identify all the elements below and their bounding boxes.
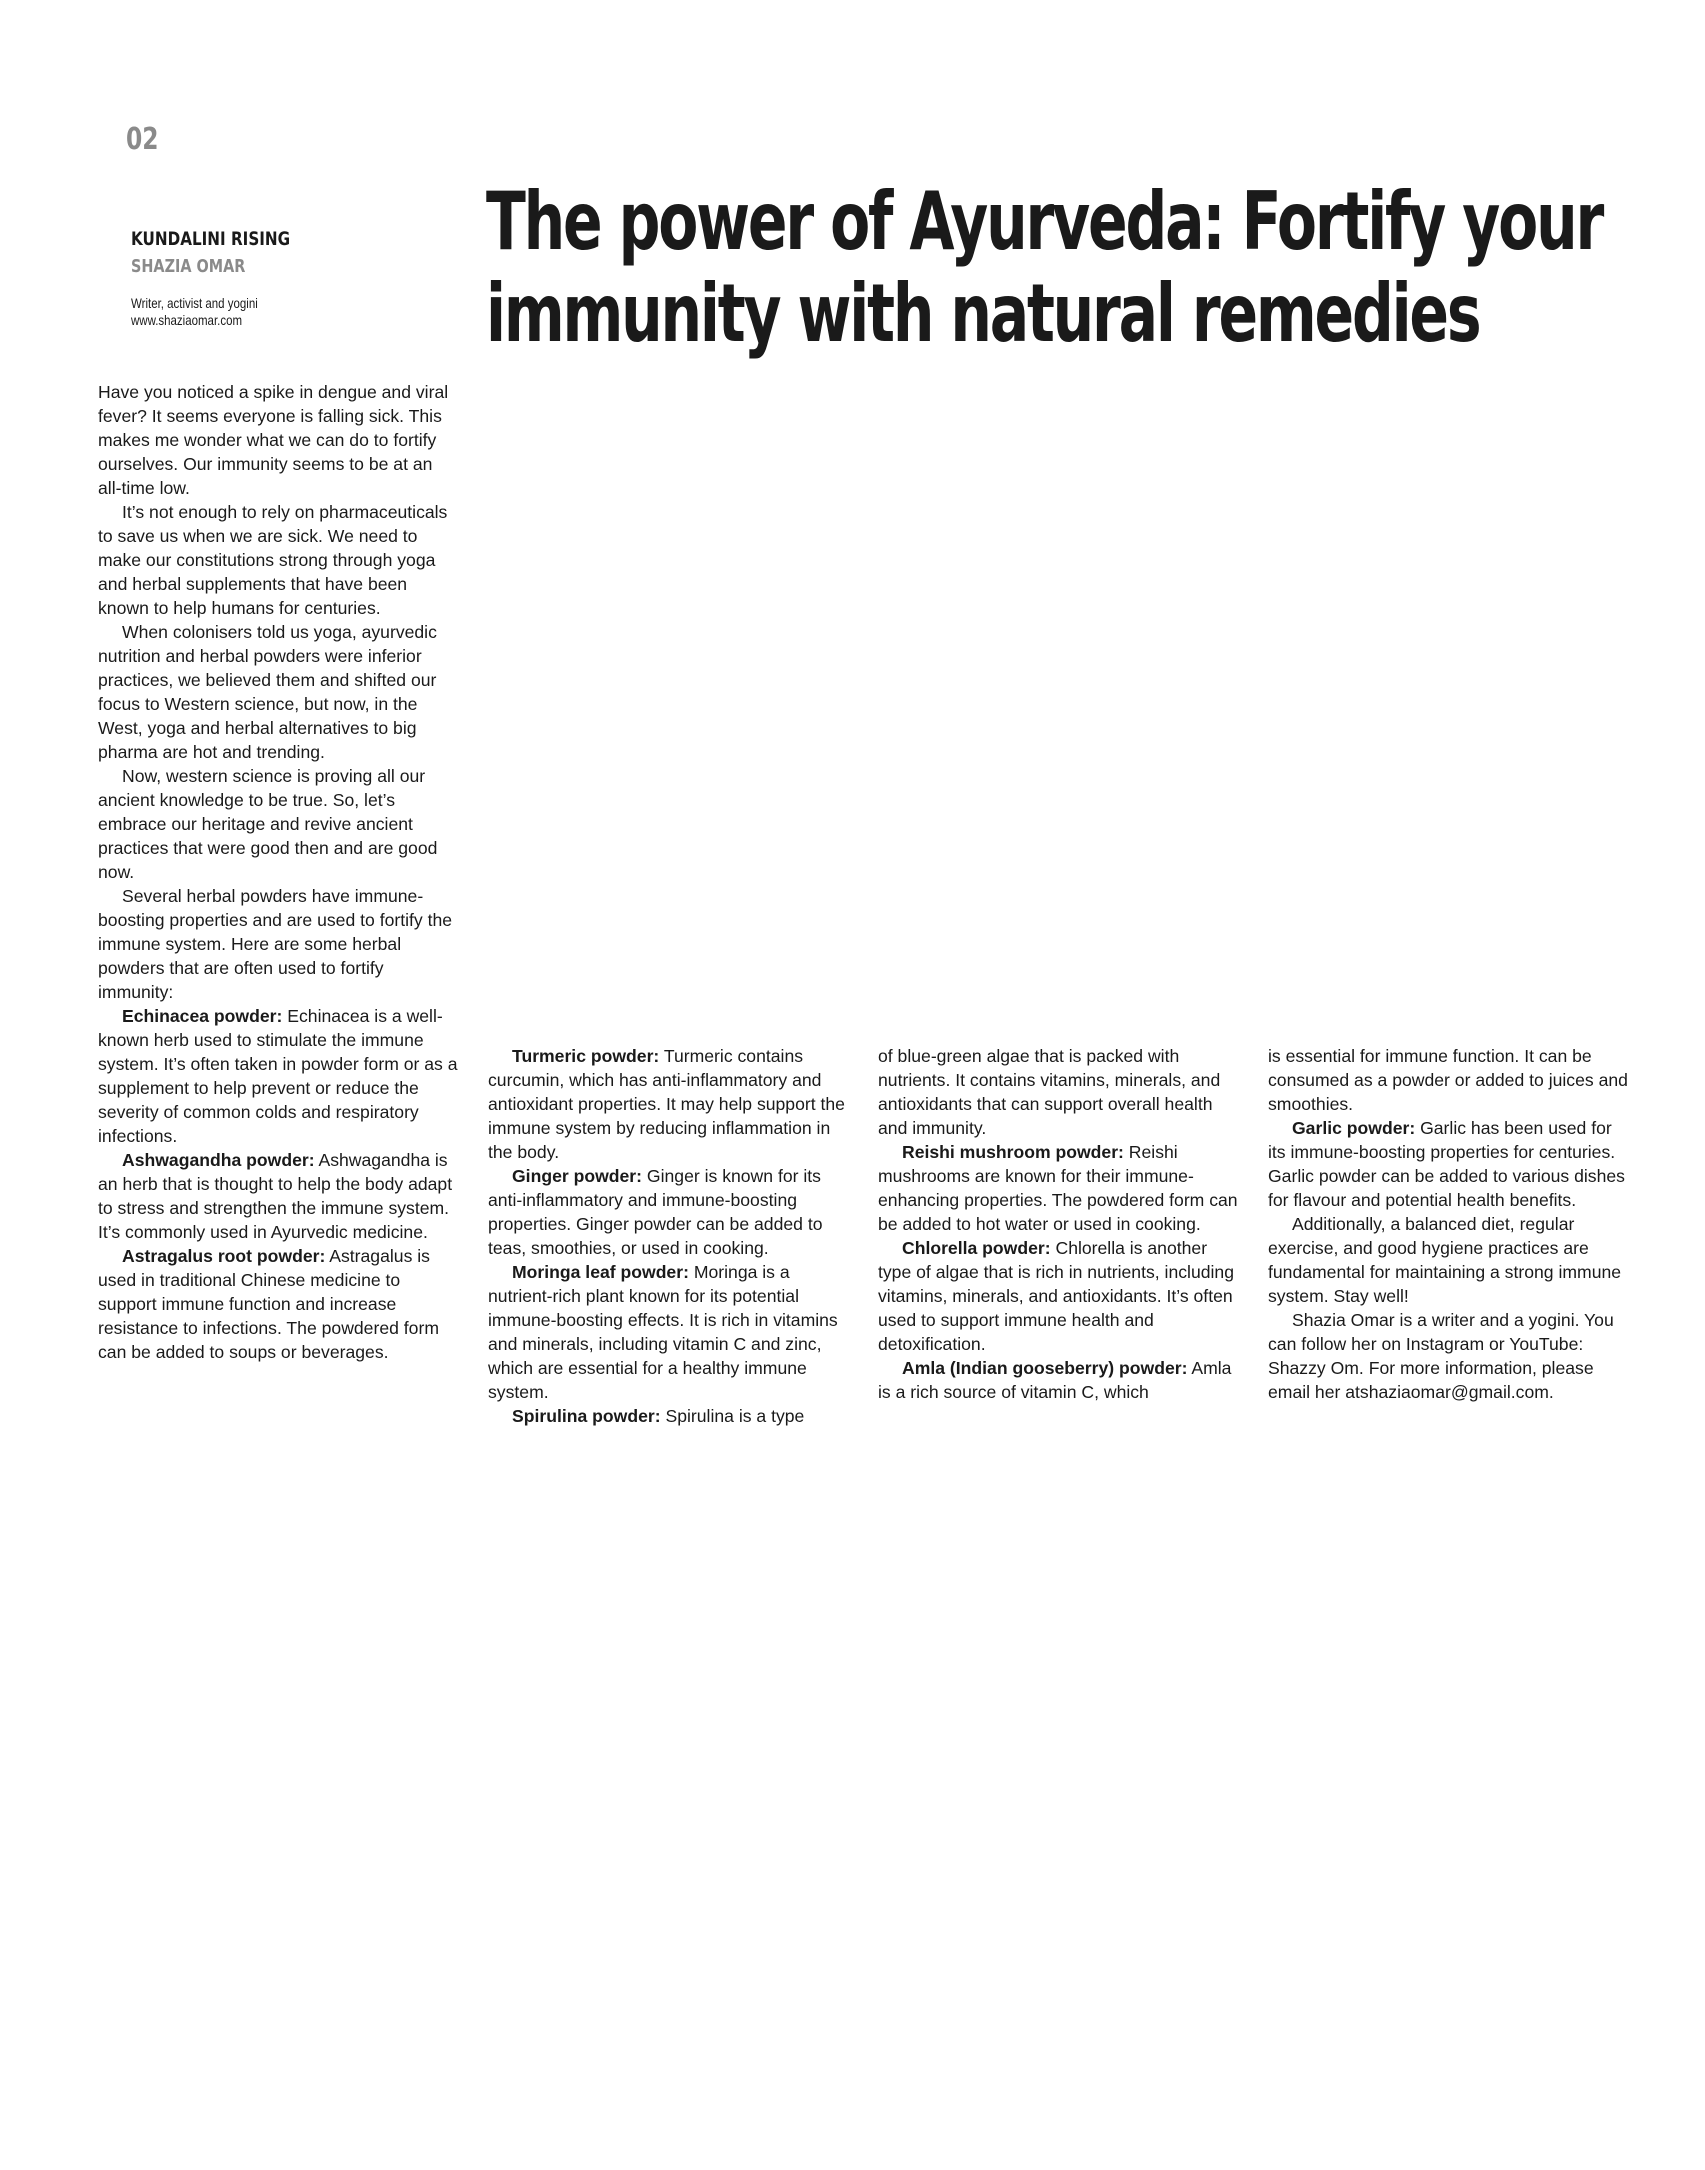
author-note: Shazia Omar is a writer and a yogini. You can follow her on Instagram or YouTube: Shazzy Om. For more information, please email her atshaziaomar@gmail.com. xyxy=(1268,1310,1614,1402)
remedy-text: Spirulina is a type xyxy=(660,1406,805,1426)
column-name: KUNDALINI RISING xyxy=(131,228,291,250)
remedy-label: Garlic powder: xyxy=(1292,1118,1416,1138)
headline-line-1: The power of Ayurveda: Fortify your xyxy=(486,175,1603,268)
article-column-2 xyxy=(488,1044,848,1428)
remedy-astragalus xyxy=(98,1244,458,1364)
paragraph-continued: of blue-green algae that is packed with nutrients. It contains vitamins, minerals, and antioxidants that can support overall health and immunity. xyxy=(878,1046,1221,1138)
paragraph: Additionally, a balanced diet, regular exercise, and good hygiene practices are fundamental for maintaining a strong immune system. Stay well! xyxy=(1268,1214,1622,1306)
remedy-label: Ginger powder: xyxy=(512,1166,643,1186)
remedy-text: Ginger is known for its anti-inflammatory and immune-boosting properties. Ginger powder can be added to teas, smoothies, or used in cooking. xyxy=(488,1166,823,1258)
remedy-label: Turmeric powder: xyxy=(512,1046,660,1066)
remedy-label: Amla (Indian gooseberry) powder: xyxy=(902,1358,1188,1378)
remedy-text: Echinacea is a well-known herb used to stimulate the immune system. It’s often taken in powder form or as a supplement to help prevent or reduce the severity of common colds and respiratory infections. xyxy=(98,1006,458,1146)
byline xyxy=(131,228,391,329)
remedy-text: Astragalus is used in traditional Chinese medicine to support immune function and increase resistance to infections. The powdered form can be added to soups or beverages. xyxy=(98,1246,439,1362)
article-column-3 xyxy=(878,1044,1238,1404)
article-column-4 xyxy=(1268,1044,1628,1404)
paragraph: Have you noticed a spike in dengue and viral fever? It seems everyone is falling sick. This makes me wonder what we can do to fortify ourselves. Our immunity seems to be at an all-time low. xyxy=(98,382,449,498)
remedy-echinacea xyxy=(98,1004,458,1148)
remedy-text: Ashwagandha is an herb that is thought to help the body adapt to stress and strengthen the immune system. It’s commonly used in Ayurvedic medicine. xyxy=(98,1150,453,1242)
remedy-garlic xyxy=(1268,1116,1628,1212)
author-name: SHAZIA OMAR xyxy=(131,256,246,277)
paragraph: When colonisers told us yoga, ayurvedic nutrition and herbal powders were inferior practices, we believed them and shifted our focus to Western science, but now, in the West, yoga and herbal alternatives to big pharma are hot and trending. xyxy=(98,622,437,762)
remedy-text: Amla is a rich source of vitamin C, which xyxy=(878,1358,1232,1402)
remedy-label: Reishi mushroom powder: xyxy=(902,1142,1124,1162)
remedy-text: Garlic has been used for its immune-boosting properties for centuries. Garlic powder can be added to various dishes for flavour and potential health benefits. xyxy=(1268,1118,1625,1210)
remedy-ashwagandha xyxy=(98,1148,458,1244)
remedy-text: Chlorella is another type of algae that is rich in nutrients, including vitamins, minerals, and antioxidants. It’s often used to support immune health and detoxification. xyxy=(878,1238,1234,1354)
remedy-label: Astragalus root powder: xyxy=(122,1246,326,1266)
remedy-ginger xyxy=(488,1164,848,1260)
paragraph: Now, western science is proving all our ancient knowledge to be true. So, let’s embrace our heritage and revive ancient practices that were good then and are good now. xyxy=(98,766,438,882)
remedy-label: Spirulina powder: xyxy=(512,1406,661,1426)
remedy-turmeric xyxy=(488,1044,848,1164)
paragraph-continued: is essential for immune function. It can be consumed as a powder or added to juices and smoothies. xyxy=(1268,1046,1628,1114)
headline xyxy=(486,175,1603,360)
remedy-label: Ashwagandha powder: xyxy=(122,1150,315,1170)
remedy-text: Moringa is a nutrient-rich plant known for its potential immune-boosting effects. It is rich in vitamins and minerals, including vitamin C and zinc, which are essential for a healthy immune system. xyxy=(488,1262,838,1402)
page-number: 02 xyxy=(126,122,159,157)
remedy-moringa xyxy=(488,1260,848,1404)
paragraph: It’s not enough to rely on pharmaceuticals to save us when we are sick. We need to make our constitutions strong through yoga and herbal supplements that have been known to help humans for centuries. xyxy=(98,502,448,618)
remedy-amla xyxy=(878,1356,1238,1404)
paragraph: Several herbal powders have immune-boosting properties and are used to fortify the immune system. Here are some herbal powders that are often used to fortify immunity: xyxy=(98,886,453,1002)
headline-line-2: immunity with natural remedies xyxy=(486,267,1480,360)
author-bio xyxy=(131,295,344,329)
remedy-chlorella xyxy=(878,1236,1238,1356)
remedy-label: Chlorella powder: xyxy=(902,1238,1051,1258)
remedy-text: Turmeric contains curcumin, which has anti-inflammatory and antioxidant properties. It may help support the immune system by reducing inflammation in the body. xyxy=(488,1046,845,1162)
remedy-reishi xyxy=(878,1140,1238,1236)
remedy-label: Moringa leaf powder: xyxy=(512,1262,689,1282)
remedy-label: Echinacea powder: xyxy=(122,1006,283,1026)
article-column-1 xyxy=(98,380,458,1364)
author-bio-line: Writer, activist and yogini xyxy=(131,295,258,311)
remedy-text: Reishi mushrooms are known for their immune-enhancing properties. The powdered form can be added to hot water or used in cooking. xyxy=(878,1142,1238,1234)
remedy-spirulina xyxy=(488,1404,848,1428)
author-website: www.shaziaomar.com xyxy=(131,312,243,328)
